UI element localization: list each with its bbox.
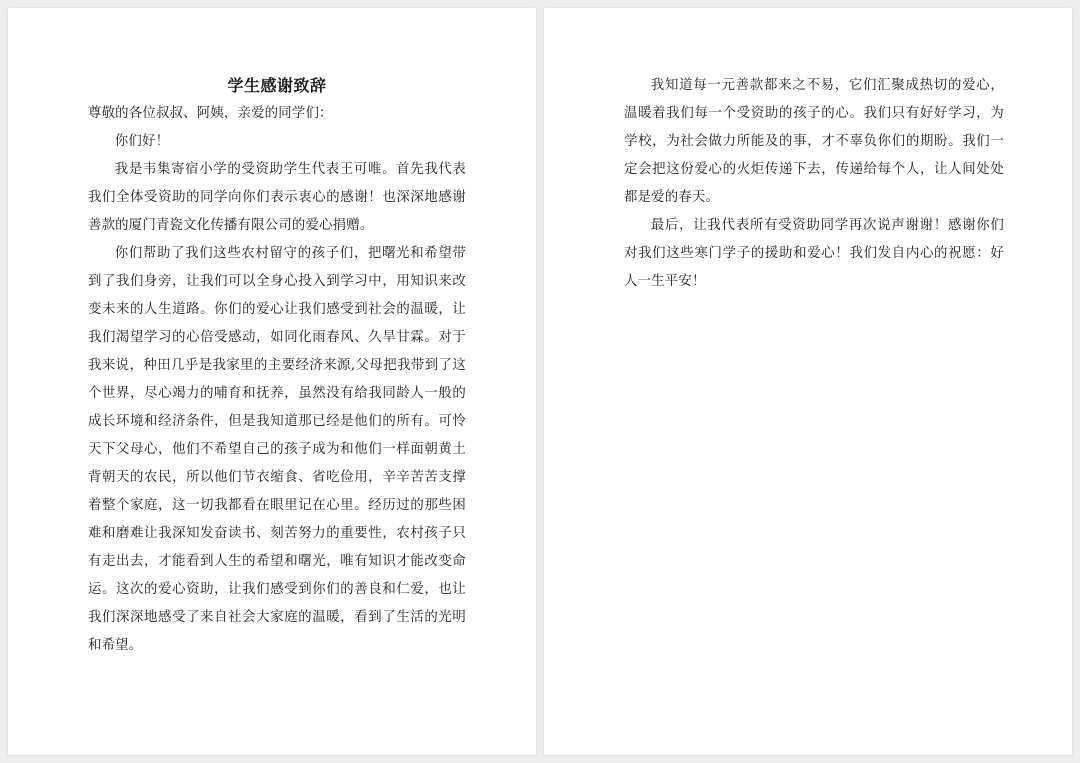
- greeting: 你们好！: [114, 134, 170, 149]
- paragraph-closing: 最后，让我代表所有受资助同学再次说声谢谢！感谢你们对我们这些寒门学子的援助和爱心！我们发自内心的祝愿：好人一生平安！: [624, 218, 1004, 289]
- page-2-content: [624, 72, 1004, 296]
- paragraph-intro: 我是韦集寄宿小学的受资助学生代表王可唯。首先我代表我们全体受资助的同学向你们表示衷心的感谢！也深深地感谢善款的厦门青瓷文化传播有限公司的爱心捐赠。: [88, 162, 466, 233]
- document-page-2: [544, 8, 1072, 755]
- document-page-1: [8, 8, 536, 755]
- paragraph-gratitude: 我知道每一元善款都来之不易，它们汇聚成热切的爱心，温暖着我们每一个受资助的孩子的心。我们只有好好学习，为学校，为社会做力所能及的事，才不辜负你们的期盼。我们一定会把这份爱心的火炬传递下去，传递给每个人，让人间处处都是爱的春天。: [624, 78, 1004, 205]
- document-title: 学生感谢致辞: [227, 76, 327, 95]
- salutation: 尊敬的各位叔叔、阿姨，亲爱的同学们：: [88, 106, 333, 121]
- page-1-content: [88, 72, 466, 660]
- paragraph-body: 你们帮助了我们这些农村留守的孩子们，把曙光和希望带到了我们身旁，让我们可以全身心投入到学习中，用知识来改变未来的人生道路。你们的爱心让我们感受到社会的温暖，让我们渴望学习的心倍受感动，如同化雨春风、久旱甘霖。对于我来说，种田几乎是我家里的主要经济来源,父母把我带到了这个世界，尽心竭力的哺育和抚养，虽然没有给我同龄人一般的成长环境和经济条件，但是我知道那已经是他们的所有。可怜天下父母心，他们不希望自己的孩子成为和他们一样面朝黄土背朝天的农民，所以他们节衣缩食、省吃俭用，辛辛苦苦支撑着整个家庭，这一切我都看在眼里记在心里。经历过的那些困难和磨难让我深知发奋读书、刻苦努力的重要性，农村孩子只有走出去，才能看到人生的希望和曙光，唯有知识才能改变命运。这次的爱心资助，让我们感受到你们的善良和仁爱，也让我们深深地感受了来自社会大家庭的温暖，看到了生活的光明和希望。: [88, 246, 466, 653]
